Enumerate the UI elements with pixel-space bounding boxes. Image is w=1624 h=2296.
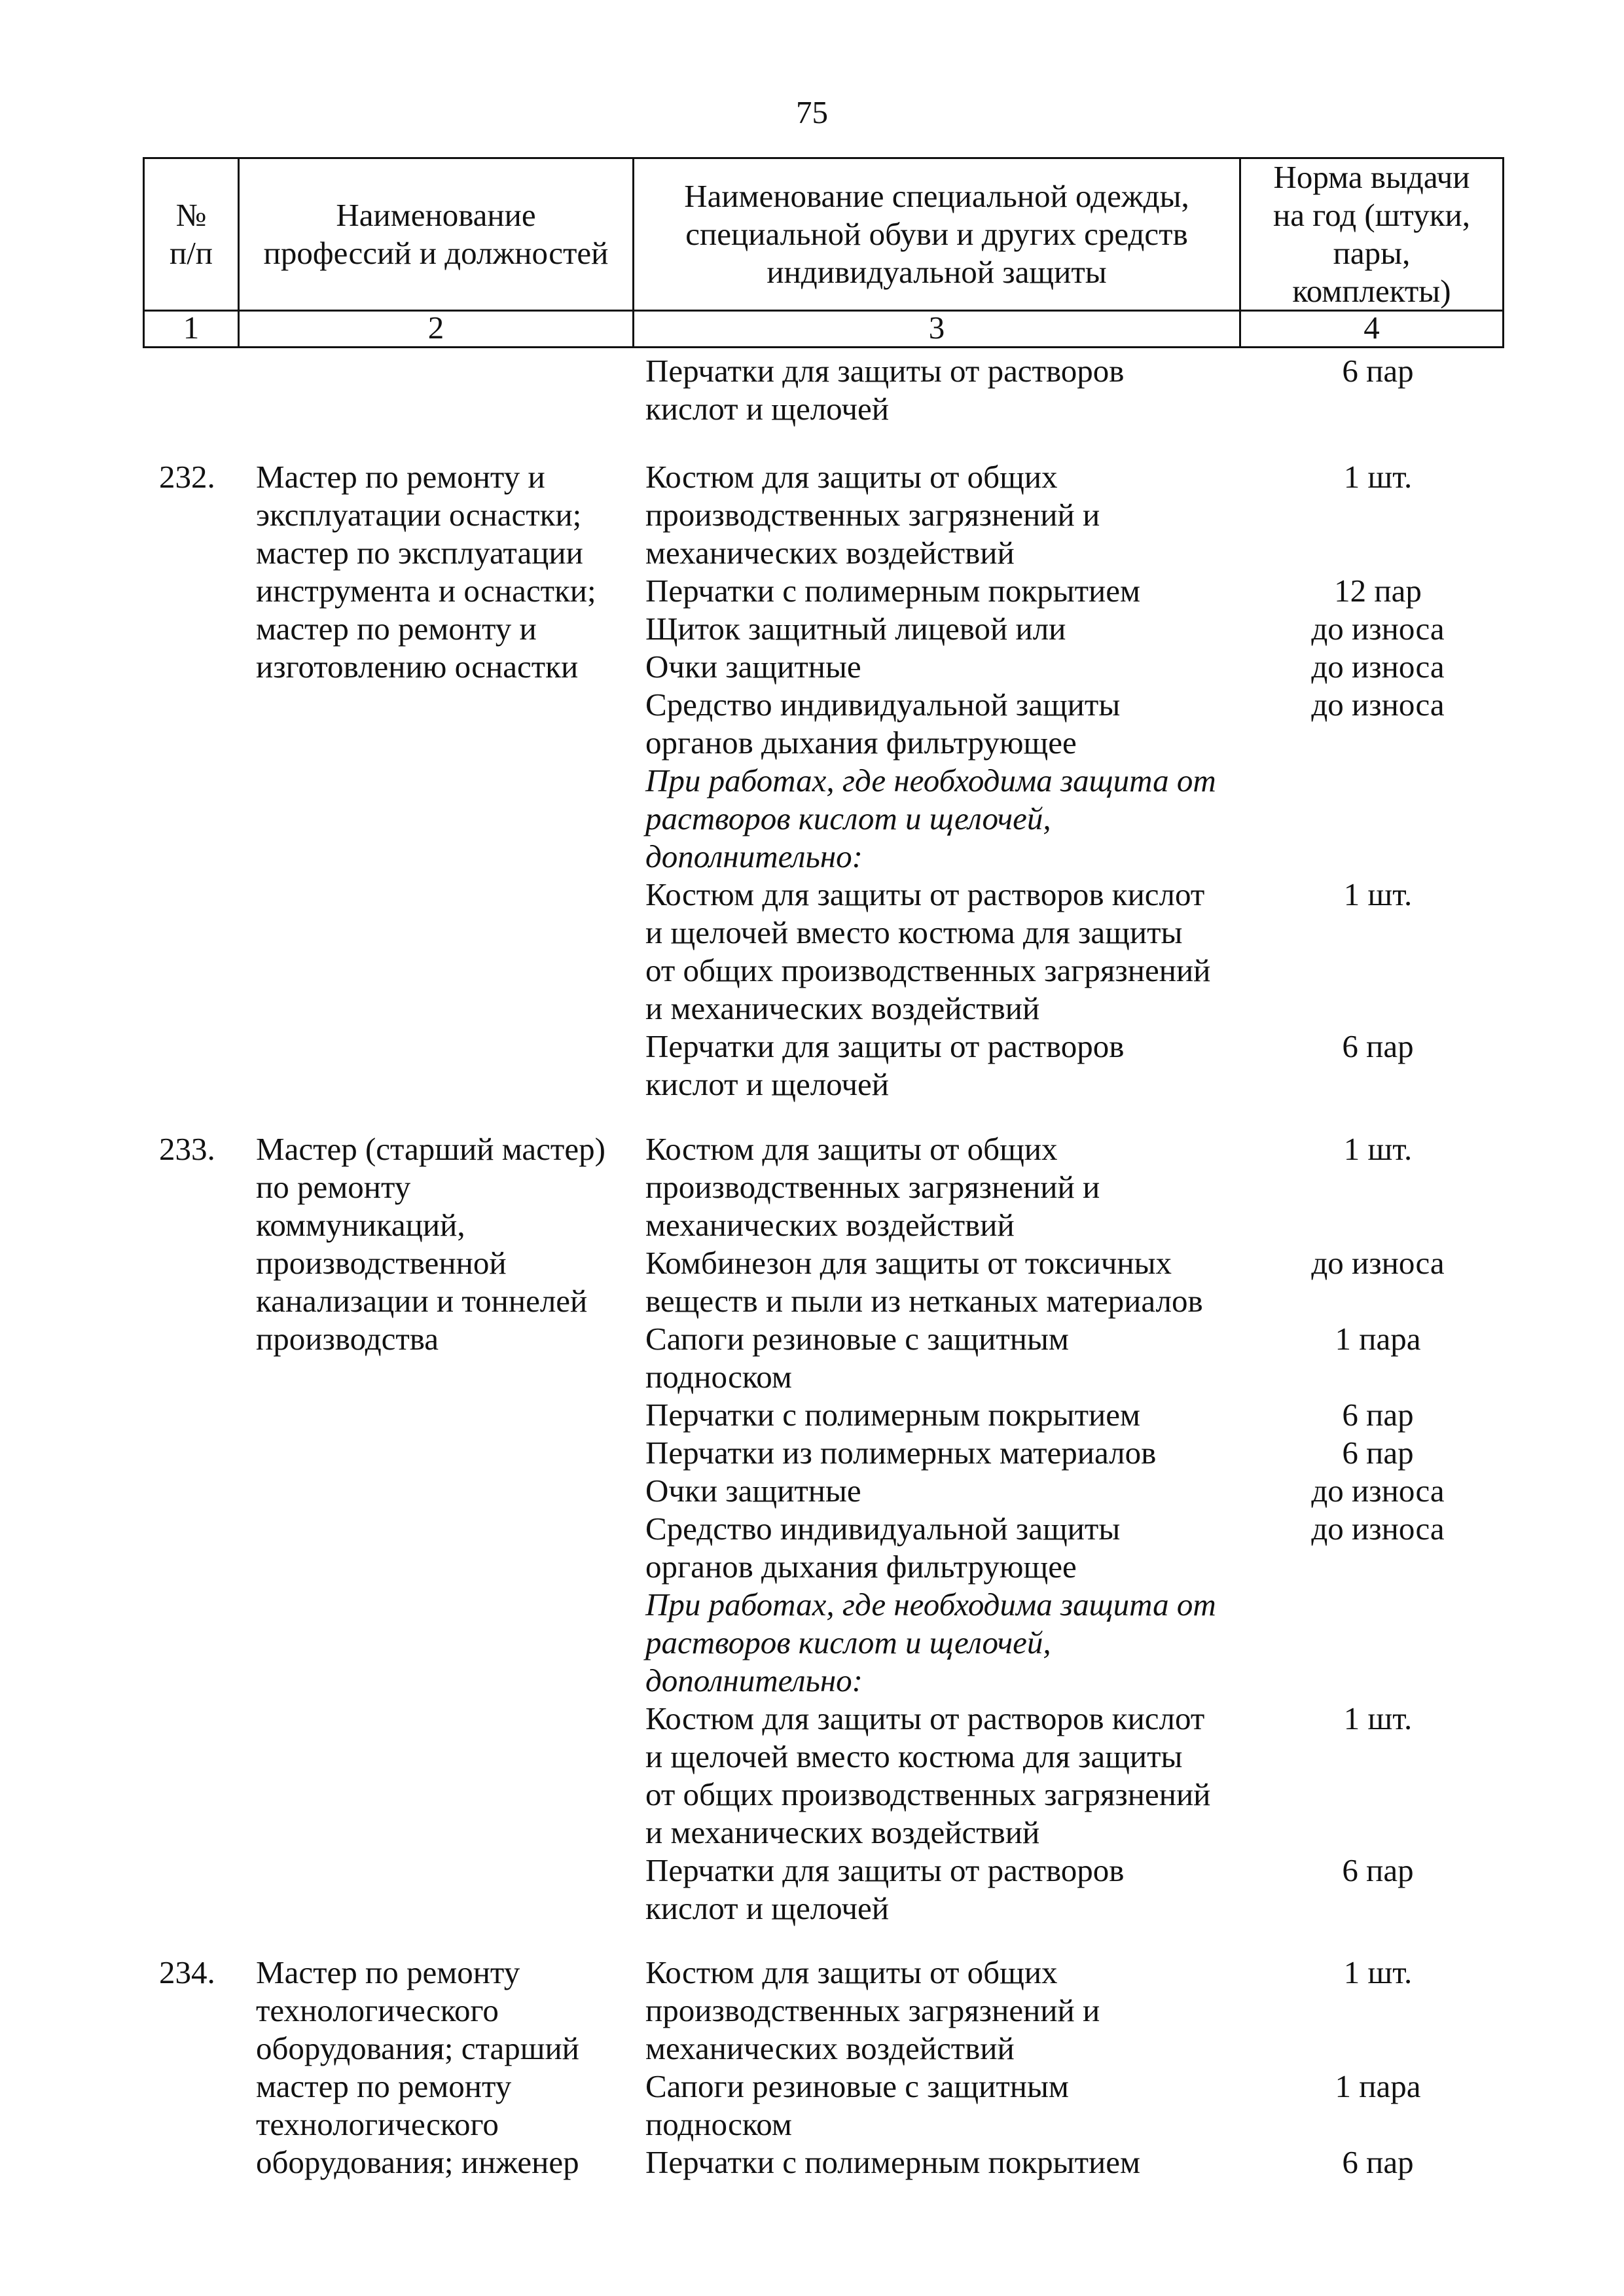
profession-name: Мастер по ремонту и эксплуатации оснастки; мастер по эксплуатации инструмента и оснастки; мастер по ремонту и изготовлению оснастки [256, 459, 596, 685]
norm-value: 1 шт. [1343, 1131, 1413, 1167]
row-number: 233. [159, 1131, 215, 1167]
equipment-item: Перчатки для защиты от растворов кислот и щелочей [645, 1028, 1125, 1102]
header-col-norm: Норма выдачи на год (штуки, пары, комплекты) [1273, 159, 1470, 309]
row-number: 234. [159, 1954, 215, 1990]
norm-value: 1 пара [1335, 2068, 1421, 2104]
equipment-item: Очки защитные [645, 649, 861, 685]
equipment-item: Костюм для защиты от общих производственных загрязнений и механических воздействий [645, 459, 1100, 571]
equipment-item: Костюм для защиты от общих производственных загрязнений и механических воздействий [645, 1131, 1100, 1243]
norm-value: 12 пар [1334, 573, 1422, 609]
equipment-item: Щиток защитный лицевой или [645, 611, 1066, 647]
equipment-item: Костюм для защиты от растворов кислот и щелочей вместо костюма для защиты от общих производственных загрязнений и механических воздействий [645, 1700, 1211, 1850]
norm-value: до износа [1311, 1473, 1445, 1509]
norm-value: 6 пар [1342, 353, 1414, 389]
norm-value: до износа [1311, 649, 1445, 685]
equipment-item: Очки защитные [645, 1473, 861, 1509]
equipment-item: Перчатки из полимерных материалов [645, 1435, 1157, 1471]
norm-value: 1 пара [1335, 1321, 1421, 1357]
equipment-item: Костюм для защиты от общих производственных загрязнений и механических воздействий [645, 1954, 1100, 2066]
header-col-equipment: Наименование специальной одежды, специальной обуви и других средств индивидуальной защиты [684, 178, 1189, 290]
row-number: 232. [159, 459, 215, 495]
equipment-item: Перчатки для защиты от растворов кислот и щелочей [645, 353, 1125, 427]
norm-value: 6 пар [1342, 1397, 1414, 1433]
column-number-1: 1 [183, 310, 200, 346]
equipment-item: Средство индивидуальной защиты органов дыхания фильтрующее [645, 1511, 1121, 1585]
column-number-4: 4 [1363, 310, 1380, 346]
norm-value: до износа [1311, 1245, 1445, 1281]
norm-value: 6 пар [1342, 1435, 1414, 1471]
norm-value: 1 шт. [1343, 459, 1413, 495]
page-number: 75 [796, 94, 828, 130]
profession-name: Мастер (старший мастер) по ремонту коммуникаций, производственной канализации и тоннелей производства [256, 1131, 605, 1357]
header-col-profession: Наименование профессий и должностей [263, 197, 609, 271]
equipment-item: Средство индивидуальной защиты органов дыхания фильтрующее [645, 687, 1121, 761]
profession-name: Мастер по ремонту технологического оборудования; старший мастер по ремонту технологического оборудования; инженер [256, 1954, 579, 2180]
header-col-number: № п/п [169, 197, 213, 271]
norm-value: 1 шт. [1343, 876, 1413, 912]
norm-value: 6 пар [1342, 1852, 1414, 1888]
equipment-item: Сапоги резиновые с защитным подноском [645, 2068, 1069, 2142]
norm-value: 1 шт. [1343, 1954, 1413, 1990]
norm-value: до износа [1311, 611, 1445, 647]
equipment-item: Сапоги резиновые с защитным подноском [645, 1321, 1069, 1395]
equipment-item: Перчатки для защиты от растворов кислот и щелочей [645, 1852, 1125, 1926]
equipment-item: Перчатки с полимерным покрытием [645, 2144, 1140, 2180]
equipment-item: Перчатки с полимерным покрытием [645, 1397, 1140, 1433]
condition-note: При работах, где необходима защита от растворов кислот и щелочей, дополнительно: [645, 762, 1216, 874]
condition-note: При работах, где необходима защита от растворов кислот и щелочей, дополнительно: [645, 1587, 1216, 1698]
norm-value: 6 пар [1342, 2144, 1414, 2180]
column-number-3: 3 [928, 310, 945, 346]
norm-value: до износа [1311, 1511, 1445, 1547]
norm-value: 6 пар [1342, 1028, 1414, 1064]
norm-value: до износа [1311, 687, 1445, 723]
equipment-item: Костюм для защиты от растворов кислот и щелочей вместо костюма для защиты от общих производственных загрязнений и механических воздействий [645, 876, 1211, 1026]
column-number-2: 2 [427, 310, 444, 346]
equipment-item: Перчатки с полимерным покрытием [645, 573, 1140, 609]
equipment-item: Комбинезон для защиты от токсичных веществ и пыли из нетканых материалов [645, 1245, 1203, 1319]
norm-value: 1 шт. [1343, 1700, 1413, 1736]
